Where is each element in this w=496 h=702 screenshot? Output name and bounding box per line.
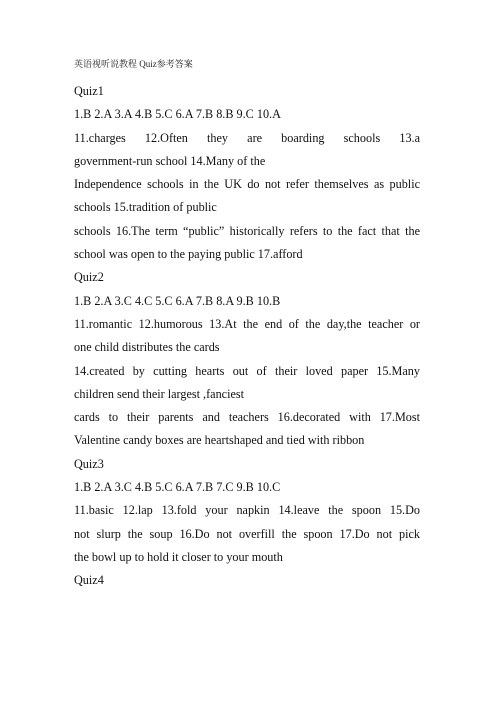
answer-line: 1.B 2.A 3.A 4.B 5.C 6.A 7.B 8.B 9.C 10.A [74,107,281,122]
answer-line: 14.created by cutting hearts out of their loved paper 15.Many [74,363,420,378]
quiz-heading: Quiz4 [74,573,104,588]
answer-line: government-run school 14.Many of the [74,153,266,168]
answer-line: 1.B 2.A 3.C 4.B 5.C 6.A 7.B 7.C 9.B 10.C [74,480,281,495]
quiz-heading: Quiz2 [74,270,104,285]
answer-line: Valentine candy boxes are heartshaped and tied with ribbon [74,433,365,448]
answer-line: 11.romantic 12.humorous 13.At the end of the day,the teacher or [74,316,420,331]
answer-line: not slurp the soup 16.Do not overfill the spoon 17.Do not pick [74,526,420,541]
document-page [74,58,420,593]
answer-line: children send their largest ,fanciest [74,386,244,401]
answer-line: 1.B 2.A 3.C 4.C 5.C 6.A 7.B 8.A 9.B 10.B [74,293,281,308]
quiz-heading: Quiz3 [74,456,104,471]
document-header: 英语视听说教程 Quiz参考答案 [74,59,193,69]
answer-line: one child distributes the cards [74,340,220,355]
answer-line: Independence schools in the UK do not refer themselves as public [74,177,420,192]
answer-line: schools 15.tradition of public [74,200,217,215]
answer-line: the bowl up to hold it closer to your mouth [74,549,283,564]
answer-line: school was open to the paying public 17.afford [74,247,303,262]
answer-line: schools 16.The term “public” historically refers to the fact that the [74,223,420,238]
answer-line: 11.basic 12.lap 13.fold your napkin 14.leave the spoon 15.Do [74,503,420,518]
answer-line: 11.charges 12.Often they are boarding schools 13.a [74,130,420,145]
answer-line: cards to their parents and teachers 16.decorated with 17.Most [74,410,420,425]
quiz-heading: Quiz1 [74,84,104,98]
document-body [74,80,420,593]
